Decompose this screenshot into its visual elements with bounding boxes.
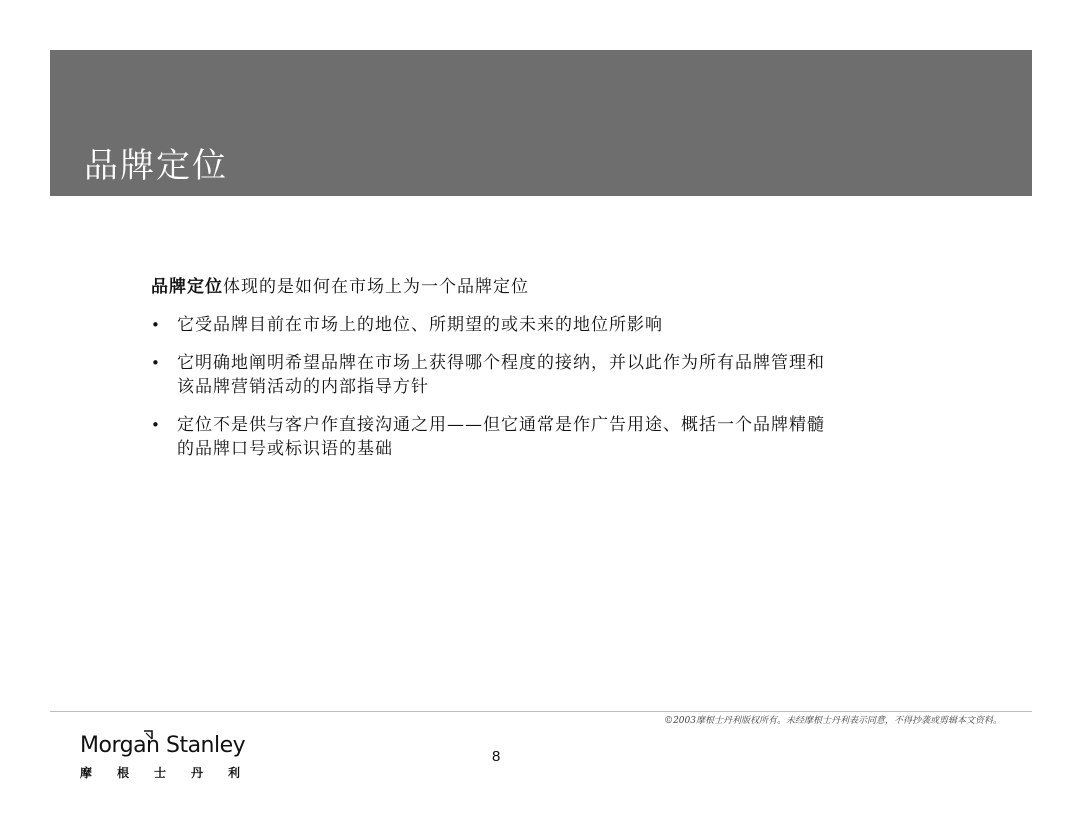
intro-sentence [151,275,971,299]
bullet-text: 定位不是供与客户作直接沟通之用——但它通常是作广告用途、概括一个品牌精髓 [177,415,825,435]
bullet-icon: • [151,354,161,372]
title-band [50,50,1032,196]
bullet-icon: • [151,316,161,334]
footer-divider [50,711,1032,712]
bullet-item-2 [151,351,971,399]
bullet-text: 它受品牌目前在市场上的地位、所期望的或未来的地位所影响 [177,315,663,335]
bullet-list [151,313,971,461]
logo-chinese-name: 摩根士丹利 [80,766,266,780]
bullet-item-1 [151,313,971,337]
slide-body [151,275,971,475]
intro-text: 体现的是如何在市场上为一个品牌定位 [223,277,529,297]
bullet-icon: • [151,416,161,434]
slide-title: 品牌定位 [84,146,228,186]
bullet-text-continued: 的品牌口号或标识语的基础 [177,439,393,459]
logo-mark-icon [144,730,154,740]
bullet-text: 它明确地阐明希望品牌在市场上获得哪个程度的接纳，并以此作为所有品牌管理和 [177,353,825,373]
bullet-item-3 [151,413,971,461]
bullet-text-continued: 该品牌营销活动的内部指导方针 [177,377,429,397]
company-logo [80,732,266,786]
logo-english-name: Morgan Stanley [80,733,246,758]
page-number: 8 [492,748,501,765]
intro-bold-term: 品牌定位 [151,277,223,297]
copyright-notice: ©2003摩根士丹利版权所有。未经摩根士丹利表示同意，不得抄袭或剪辑本文资料。 [664,716,1002,726]
